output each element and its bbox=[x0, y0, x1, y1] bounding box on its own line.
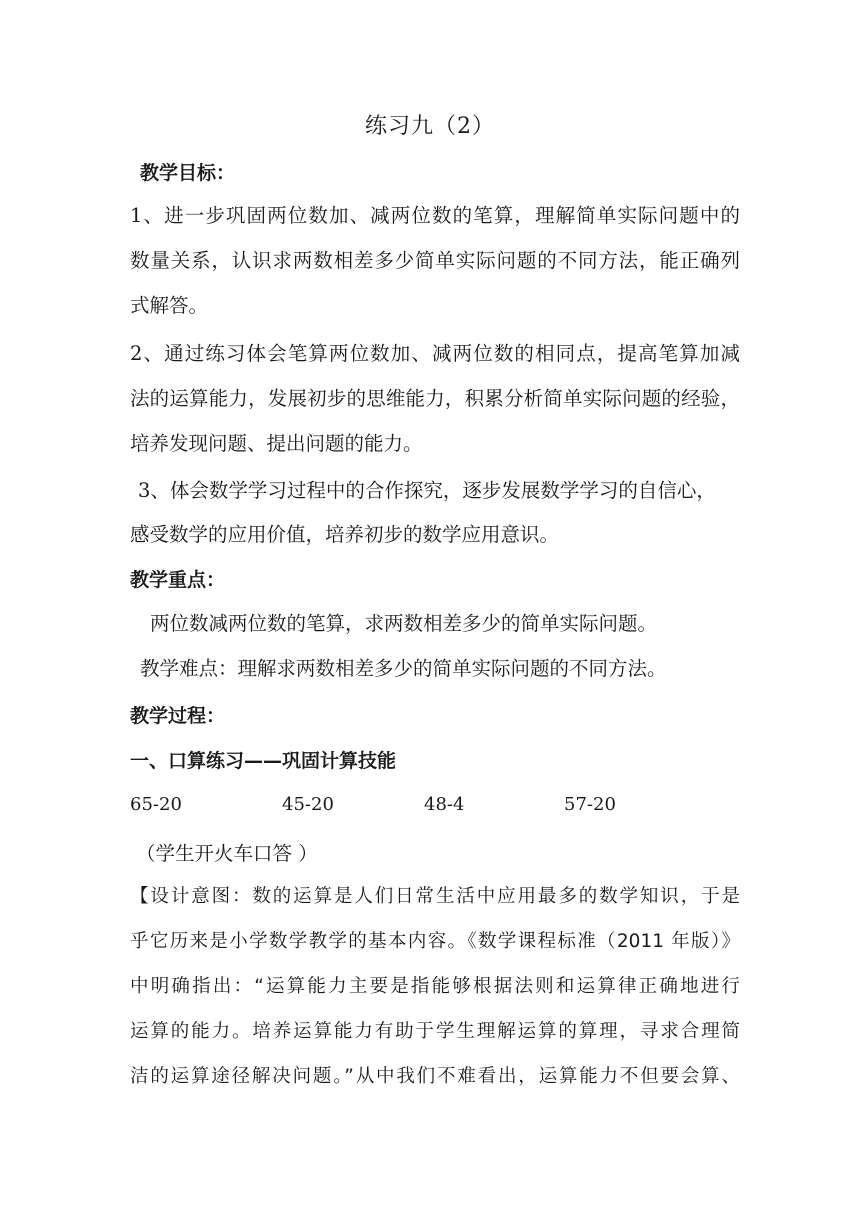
oral-arithmetic-row bbox=[130, 792, 740, 818]
oral-item: 65-20 bbox=[130, 794, 182, 815]
design-intent-line-2: 乎它历来是小学数学教学的基本内容。《数学课程标准（2011 年版）》 bbox=[130, 931, 740, 952]
oral-item: 57-20 bbox=[564, 794, 616, 815]
oral-item: 48-4 bbox=[424, 794, 465, 815]
design-intent-line-5: 洁的运算途径解决问题。”从中我们不难看出，运算能力不但要会算、 bbox=[130, 1066, 740, 1087]
objective-1-line-1: 1、进一步巩固两位数加、减两位数的笔算，理解简单实际问题中的 bbox=[130, 204, 740, 227]
oral-note: （学生开火车口答 ） bbox=[136, 842, 318, 865]
objective-1-line-3: 式解答。 bbox=[130, 294, 209, 317]
key-points-heading: 教学重点： bbox=[130, 569, 226, 591]
design-intent-line-3: 中明确指出：“运算能力主要是指能够根据法则和运算律正确地进行 bbox=[130, 976, 740, 997]
objective-2-line-1: 2、通过练习体会笔算两位数加、减两位数的相同点，提高笔算加减 bbox=[130, 342, 740, 365]
objective-3-line-2: 感受数学的应用价值，培养初步的数学应用意识。 bbox=[130, 523, 560, 546]
objective-1-line-2: 数量关系，认识求两数相差多少简单实际问题的不同方法，能正确列 bbox=[130, 249, 740, 272]
objective-2-line-2: 法的运算能力，发展初步的思维能力，积累分析简单实际问题的经验， bbox=[130, 387, 740, 410]
section-1-heading: 一、口算练习——巩固计算技能 bbox=[130, 750, 397, 772]
objective-2-line-3: 培养发现问题、提出问题的能力。 bbox=[130, 432, 423, 455]
design-intent-line-4: 运算的能力。培养运算能力有助于学生理解运算的算理，寻求合理简 bbox=[130, 1021, 740, 1042]
objective-3-line-1: 3、体会数学学习过程中的合作探究，逐步发展数学学习的自信心， bbox=[138, 479, 716, 502]
key-points-text: 两位数减两位数的笔算，求两数相差多少的简单实际问题。 bbox=[150, 612, 658, 635]
document-title: 练习九（2） bbox=[365, 114, 495, 139]
process-heading: 教学过程： bbox=[130, 705, 226, 727]
design-intent-line-1: 【设计意图：数的运算是人们日常生活中应用最多的数学知识，于是 bbox=[130, 886, 740, 907]
difficulty-text: 教学难点：理解求两数相差多少的简单实际问题的不同方法。 bbox=[140, 657, 667, 680]
objectives-heading: 教学目标： bbox=[140, 162, 236, 184]
oral-item: 45-20 bbox=[282, 794, 334, 815]
